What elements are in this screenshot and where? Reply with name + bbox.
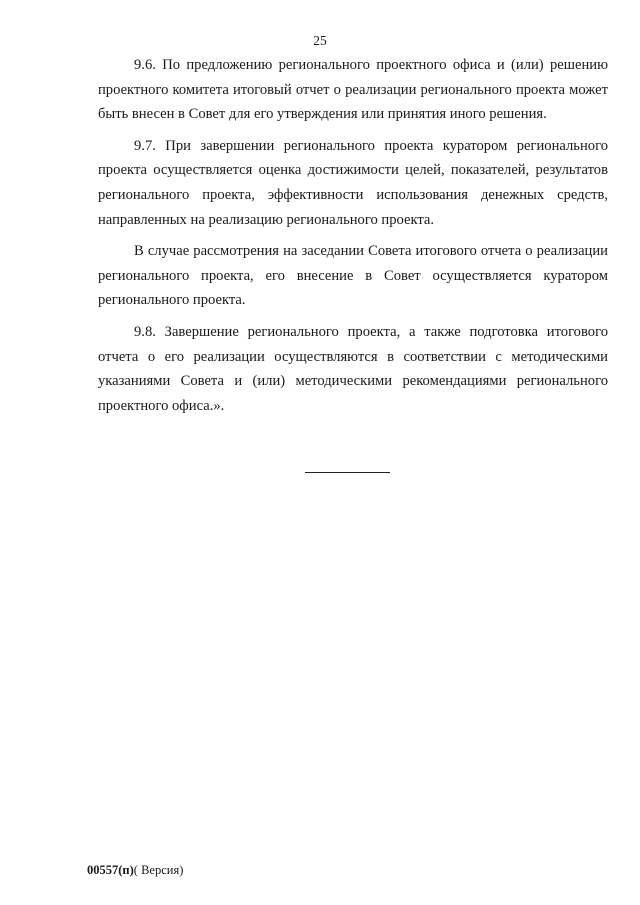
paragraph-9-8: 9.8. Завершение регионального проекта, а также подготовка итогового отчета о его реализации осуществляются в соответствии с методическими указаниями Совета и (или) методическими рекомендациями регионального проектного офиса.». <box>98 323 608 414</box>
footer <box>87 863 183 878</box>
footer-version: ( Версия) <box>133 863 184 877</box>
page-number: 25 <box>313 33 327 48</box>
paragraph-9-6: 9.6. По предложению регионального проектного офиса и (или) решению проектного комитета итоговый отчет о реализации регионального проекта может быть внесен в Совет для его утверждения или принятия иного решения. <box>98 57 608 123</box>
document-body <box>98 53 608 418</box>
paragraph-9-7: 9.7. При завершении регионального проекта куратором регионального проекта осуществляется оценка достижимости целей, показателей, результатов регионального проекта, эффективности использования денежных средств, направленных на реализацию регионального проекта. <box>98 137 608 228</box>
footer-code: 00557(п) <box>87 863 134 877</box>
paragraph-council-review: В случае рассмотрения на заседании Совета итогового отчета о реализации регионального проекта, его внесение в Совет осуществляется куратором регионального проекта. <box>98 243 608 309</box>
end-divider <box>305 472 390 473</box>
